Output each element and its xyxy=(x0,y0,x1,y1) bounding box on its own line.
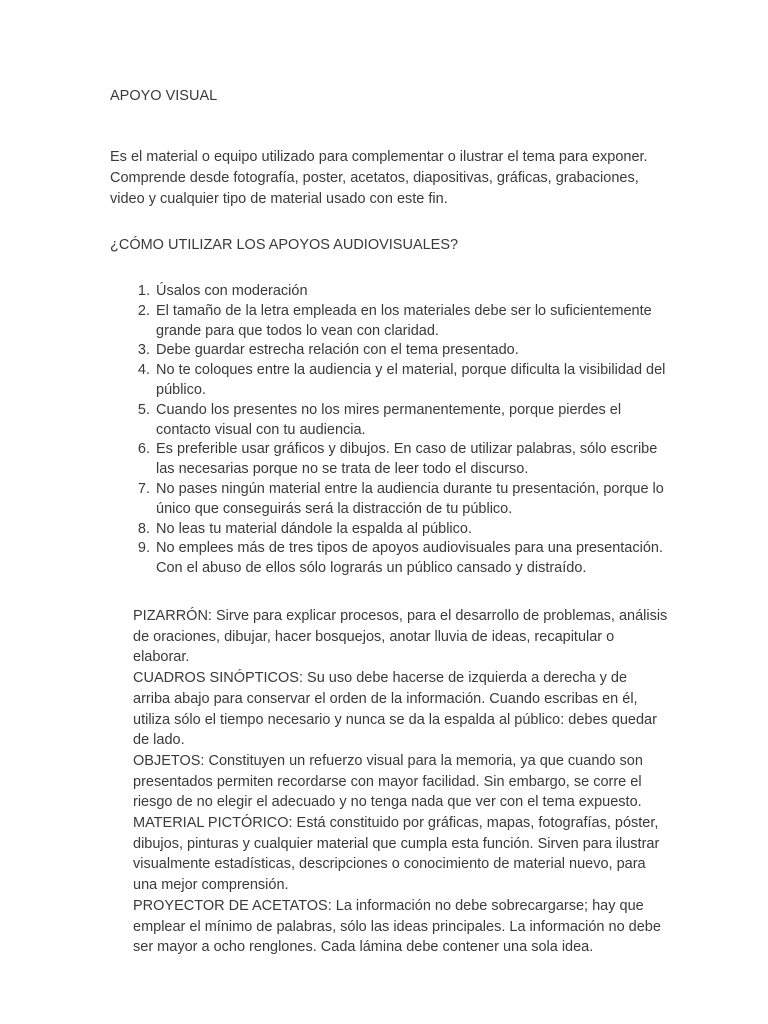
list-item xyxy=(137,539,666,579)
list-item xyxy=(137,302,666,342)
list-item-number: 5. xyxy=(137,401,150,418)
list-item-number: 4. xyxy=(137,362,150,379)
list-item xyxy=(137,341,666,361)
list-item xyxy=(137,401,666,441)
list-item-text: Es preferible usar gráficos y dibujos. En caso de utilizar palabras, sólo escribe las necesarias porque no se trata de leer todo el discurso. xyxy=(156,441,658,478)
list-item-number: 6. xyxy=(137,441,150,458)
material-objetos: OBJETOS: Constituyen un refuerzo visual para la memoria, ya que cuando son presentados permiten recordarse con mayor facilidad. Sin embargo, se corre el riesgo de no elegir el adecuado y no tenga nada que ver con el tema expuesto. xyxy=(133,752,643,811)
material-pizarron: PIZARRÓN: Sirve para explicar procesos, para el desarrollo de problemas, análisis de oraciones, dibujar, hacer bosquejos, anotar lluvia de ideas, recapitular o elaborar. xyxy=(133,608,668,666)
list-item-number: 8. xyxy=(137,520,150,537)
list-item-text: No emplees más de tres tipos de apoyos audiovisuales para una presentación. Con el abuso de ellos sólo lograrás un público cansado y distraído. xyxy=(156,540,663,577)
list-item-number: 3. xyxy=(137,342,150,359)
list-item-text: Úsalos con moderación xyxy=(156,283,308,299)
material-pictorico: MATERIAL PICTÓRICO: Está constituido por gráficas, mapas, fotografías, póster, dibujos, pinturas y cualquier material que cumpla esta función. Sirven para ilustrar visualmente estadísticas, descripciones o conocimiento de material nuevo, para una mejor comprensión. xyxy=(133,815,660,894)
list-item-text: No pases ningún material entre la audiencia durante tu presentación, porque lo único que conseguirás será la distracción de tu público. xyxy=(156,480,664,517)
list-item-text: No leas tu material dándole la espalda al público. xyxy=(156,520,472,537)
intro-paragraph: Es el material o equipo utilizado para complementar o ilustrar el tema para exponer. Comprende desde fotografía, poster, acetatos, diapositivas, gráficas, grabaciones, video y cualquier tipo de material usado con este fin. xyxy=(110,149,648,207)
section-heading: ¿CÓMO UTILIZAR LOS APOYOS AUDIOVISUALES? xyxy=(110,237,459,253)
list-item-number: 7. xyxy=(137,480,150,497)
list-item xyxy=(137,440,666,480)
material-proyector-acetatos: PROYECTOR DE ACETATOS: La información no debe sobrecargarse; hay que emplear el mínimo de palabras, sólo las ideas principales. La información no debe ser mayor a ocho renglones. Cada lámina debe contener una sola idea. xyxy=(133,897,661,956)
materials-section xyxy=(133,606,668,958)
document-title: APOYO VISUAL xyxy=(110,88,218,104)
list-item-text: Cuando los presentes no los mires permanentemente, porque pierdes el contacto visual con tu audiencia. xyxy=(156,401,622,438)
list-item-number: 2. xyxy=(137,302,150,319)
list-item-text: Debe guardar estrecha relación con el tema presentado. xyxy=(156,342,519,359)
material-cuadros-sinopticos: CUADROS SINÓPTICOS: Su uso debe hacerse de izquierda a derecha y de arriba abajo para conservar el orden de la información. Cuando escribas en él, utiliza sólo el tiempo necesario y nunca se da la espalda al público: debes quedar de lado. xyxy=(133,670,657,749)
list-item-number: 9. xyxy=(137,540,150,557)
list-item-text: El tamaño de la letra empleada en los materiales debe ser lo suficientemente grande para que todos lo vean con claridad. xyxy=(156,302,652,339)
tips-list xyxy=(137,282,666,579)
list-item xyxy=(137,361,666,401)
list-item-number: 1. xyxy=(137,283,150,299)
list-item xyxy=(137,282,666,302)
list-item xyxy=(137,520,666,540)
list-item-text: No te coloques entre la audiencia y el material, porque dificulta la visibilidad del público. xyxy=(156,362,666,398)
list-item xyxy=(137,480,666,520)
